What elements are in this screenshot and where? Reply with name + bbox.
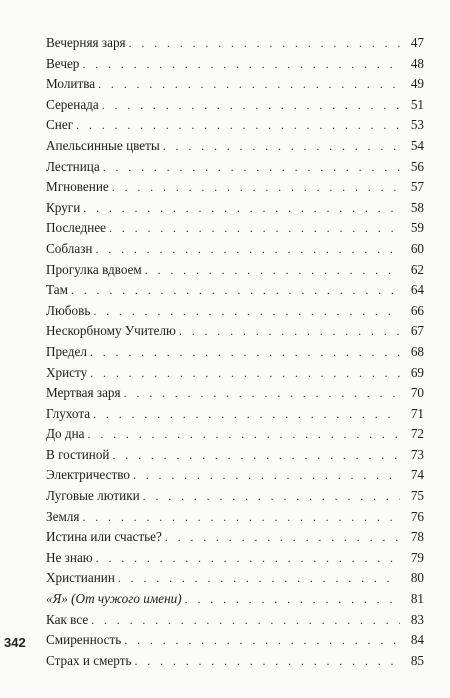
page-number: 342: [4, 635, 26, 650]
toc-entry-title: Вечерняя заря: [46, 35, 126, 50]
toc-entry-title: Христианин: [46, 570, 115, 586]
toc-entry-title: Соблазн: [46, 240, 93, 256]
dot-leader: [88, 424, 400, 445]
toc-entry: [46, 424, 424, 445]
toc-entry-title: Прогулка вдвоем: [46, 261, 142, 277]
toc-entry-page: 53: [410, 117, 424, 133]
toc-entry-page: 79: [410, 549, 424, 565]
toc-entry-page: 84: [410, 632, 424, 648]
toc-entry-page: 68: [410, 343, 424, 359]
dot-leader: [83, 198, 400, 219]
toc-entry-title: Апельсинные цветы: [46, 137, 160, 153]
toc-entry: [46, 95, 424, 116]
toc-entry: [46, 445, 424, 466]
toc-entry: [46, 651, 424, 672]
toc-entry-title: Вечер: [46, 55, 80, 71]
toc-entry-page: 73: [410, 446, 424, 462]
toc-entry: [46, 157, 424, 178]
toc-entry-page: 66: [410, 302, 424, 318]
toc-entry: [46, 589, 424, 610]
toc-entry-page: 76: [410, 508, 424, 524]
dot-leader: [90, 342, 400, 363]
toc-entry: [46, 321, 424, 342]
toc-entry-title: Христу: [46, 364, 88, 380]
toc-entry: [46, 280, 424, 301]
toc-entry-page: 56: [410, 158, 424, 174]
toc-entry-page: 64: [410, 282, 424, 298]
toc-entry: [46, 136, 424, 157]
toc-entry-page: 74: [410, 467, 424, 483]
dot-leader: [133, 465, 400, 486]
toc-entry-title: Молитва: [46, 76, 96, 92]
dot-leader: [143, 486, 400, 507]
dot-leader: [118, 568, 400, 589]
toc-entry-title: Там: [46, 282, 68, 298]
toc-entry: [46, 486, 424, 507]
toc-entry-title: Истина или счастье?: [46, 529, 162, 545]
toc-entry-page: 78: [410, 529, 424, 545]
table-of-contents: [46, 33, 424, 671]
toc-entry-page: 71: [410, 405, 424, 421]
dot-leader: [95, 239, 400, 260]
dot-leader: [71, 280, 400, 301]
toc-entry-page: 57: [410, 179, 424, 195]
dot-leader: [185, 589, 400, 610]
toc-entry-page: 54: [410, 137, 424, 153]
toc-entry-page: 59: [410, 220, 424, 236]
toc-entry-title: До дна: [46, 426, 85, 442]
toc-entry: [46, 548, 424, 569]
toc-entry-title: Снег: [46, 117, 74, 133]
toc-entry-title: Мгновение: [46, 179, 109, 195]
toc-entry-title: Круги: [46, 199, 81, 215]
toc-entry: [46, 177, 424, 198]
toc-entry-page: 47: [410, 35, 424, 50]
toc-entry: [46, 527, 424, 548]
dot-leader: [112, 445, 400, 466]
toc-entry-page: 62: [410, 261, 424, 277]
toc-entry-title: Любовь: [46, 302, 91, 318]
dot-leader: [124, 383, 400, 404]
dot-leader: [103, 157, 400, 178]
toc-entry-title: Электричество: [46, 467, 130, 483]
toc-entry-page: 58: [410, 199, 424, 215]
toc-entry-title: Предел: [46, 343, 87, 359]
toc-entry: [46, 610, 424, 631]
toc-entry-title: Нескорбному Учителю: [46, 323, 176, 339]
toc-entry-title: Глухота: [46, 405, 91, 421]
toc-entry: [46, 239, 424, 260]
toc-entry-title: Мертвая заря: [46, 385, 121, 401]
toc-entry-title: Лестница: [46, 158, 100, 174]
dot-leader: [145, 260, 400, 281]
toc-entry: [46, 74, 424, 95]
toc-entry-title: Не знаю: [46, 549, 93, 565]
toc-entry-page: 83: [410, 611, 424, 627]
toc-entry-page: 72: [410, 426, 424, 442]
toc-entry-title: Земля: [46, 508, 80, 524]
dot-leader: [112, 177, 400, 198]
dot-leader: [165, 527, 400, 548]
toc-entry-page: 85: [410, 652, 424, 668]
dot-leader: [91, 610, 400, 631]
toc-list: [46, 33, 424, 671]
toc-entry: [46, 404, 424, 425]
toc-entry: [46, 301, 424, 322]
dot-leader: [93, 301, 400, 322]
dot-leader: [76, 115, 400, 136]
dot-leader: [109, 218, 400, 239]
toc-entry-page: 81: [410, 591, 424, 607]
dot-leader: [90, 363, 400, 384]
dot-leader: [96, 548, 400, 569]
toc-entry: [46, 115, 424, 136]
toc-entry-page: 80: [410, 570, 424, 586]
toc-entry: [46, 218, 424, 239]
toc-entry: [46, 260, 424, 281]
dot-leader: [124, 630, 400, 651]
toc-entry-title: Смиренность: [46, 632, 122, 648]
toc-entry: [46, 507, 424, 528]
toc-entry: [46, 198, 424, 219]
toc-entry: [46, 383, 424, 404]
dot-leader: [93, 404, 400, 425]
toc-entry-title: Последнее: [46, 220, 107, 236]
dot-leader: [163, 136, 400, 157]
toc-entry: [46, 342, 424, 363]
toc-entry: [46, 465, 424, 486]
toc-entry-page: 51: [410, 96, 424, 112]
toc-entry-title: Серенада: [46, 96, 99, 112]
dot-leader: [179, 321, 400, 342]
toc-entry: [46, 54, 424, 75]
toc-entry: [46, 33, 424, 54]
toc-entry: [46, 568, 424, 589]
toc-entry: [46, 630, 424, 651]
dot-leader: [135, 651, 401, 672]
toc-entry-title: «Я» (От чужого имени): [46, 591, 182, 607]
toc-entry-title: Страх и смерть: [46, 652, 132, 668]
toc-entry-page: 67: [410, 323, 424, 339]
toc-entry-title: Как все: [46, 611, 89, 627]
toc-entry-title: В гостиной: [46, 446, 110, 462]
dot-leader: [82, 507, 400, 528]
toc-entry: [46, 363, 424, 384]
dot-leader: [98, 74, 400, 95]
toc-entry-page: 69: [410, 364, 424, 380]
toc-entry-page: 49: [410, 76, 424, 92]
toc-entry-page: 48: [410, 55, 424, 71]
toc-entry-page: 60: [410, 240, 424, 256]
toc-entry-title: Луговые лютики: [46, 488, 140, 504]
dot-leader: [102, 95, 400, 116]
toc-entry-page: 75: [410, 488, 424, 504]
toc-entry-page: 70: [410, 385, 424, 401]
dot-leader: [129, 33, 400, 54]
dot-leader: [82, 54, 400, 75]
